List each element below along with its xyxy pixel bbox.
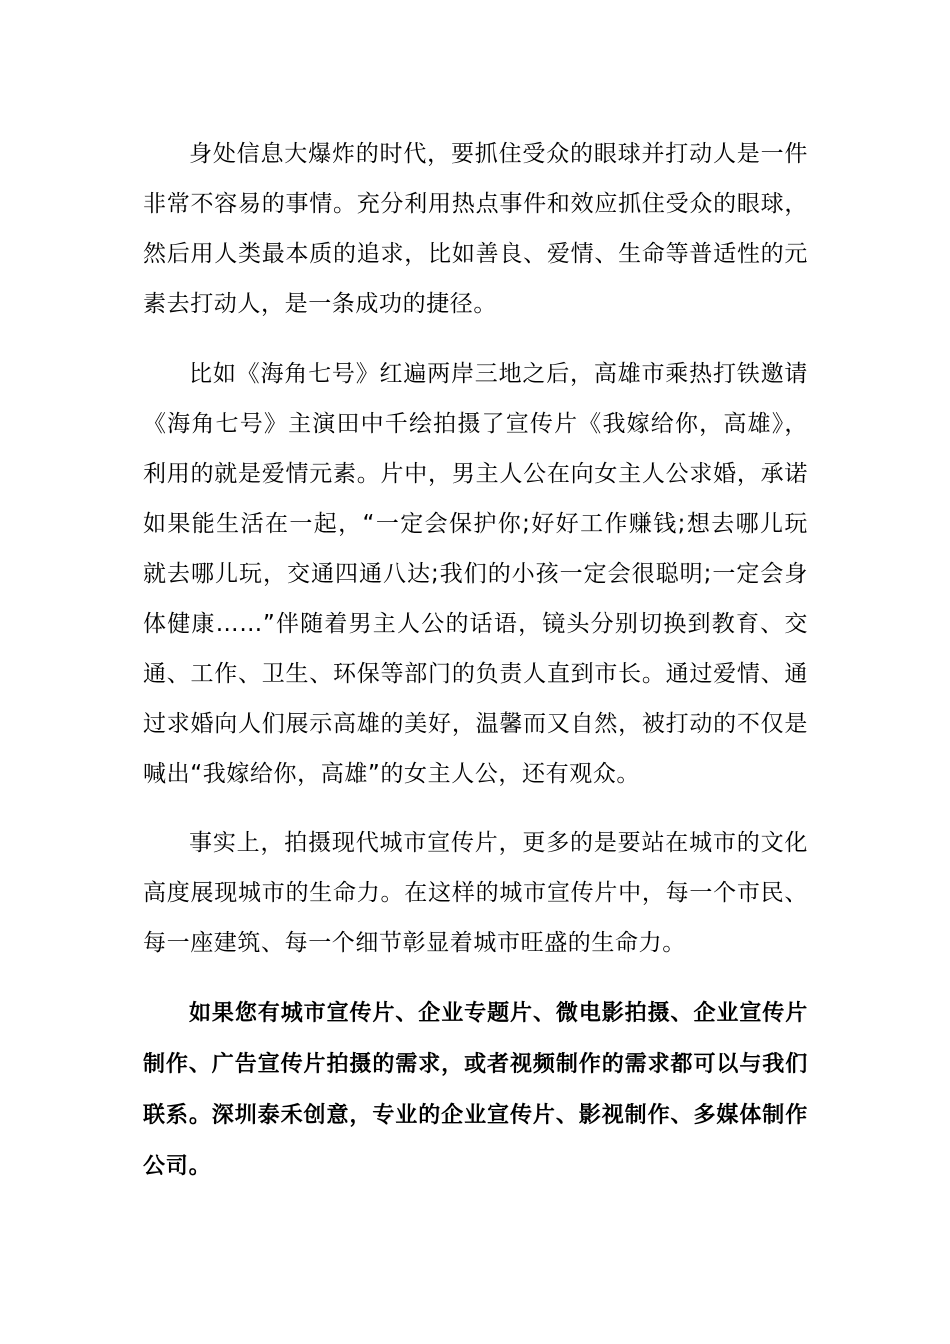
paragraph-example: 比如《海角七号》红遍两岸三地之后，高雄市乘热打铁邀请《海角七号》主演田中千绘拍摄了宣传片《我嫁给你，高雄》，利用的就是爱情元素。片中，男主人公在向女主人公求婚，承诺如果能生活在一起，“一定会保护你;好好工作赚钱;想去哪儿玩就去哪儿玩，交通四通八达;我们的小孩一定会很聪明;一定会身体健康……”伴随着男主人公的话语，镜头分别切换到教育、交通、工作、卫生、环保等部门的负责人直到市长。通过爱情、通过求婚向人们展示高雄的美好，温馨而又自然，被打动的不仅是喊出“我嫁给你，高雄”的女主人公，还有观众。	[143, 361, 808, 787]
paragraph-contact-promo: 如果您有城市宣传片、企业专题片、微电影拍摄、企业宣传片制作、广告宣传片拍摄的需求，或者视频制作的需求都可以与我们联系。深圳泰禾创意，专业的企业宣传片、影视制作、多媒体制作公司。	[143, 1000, 808, 1179]
paragraph-intro: 身处信息大爆炸的时代，要抓住受众的眼球并打动人是一件非常不容易的事情。充分利用热点事件和效应抓住受众的眼球，然后用人类最本质的追求，比如善良、爱情、生命等普适性的元素去打动人，是一条成功的捷径。	[143, 141, 808, 317]
paragraph-summary: 事实上，拍摄现代城市宣传片，更多的是要站在城市的文化高度展现城市的生命力。在这样的城市宣传片中，每一个市民、每一座建筑、每一个细节彰显着城市旺盛的生命力。	[143, 830, 808, 956]
